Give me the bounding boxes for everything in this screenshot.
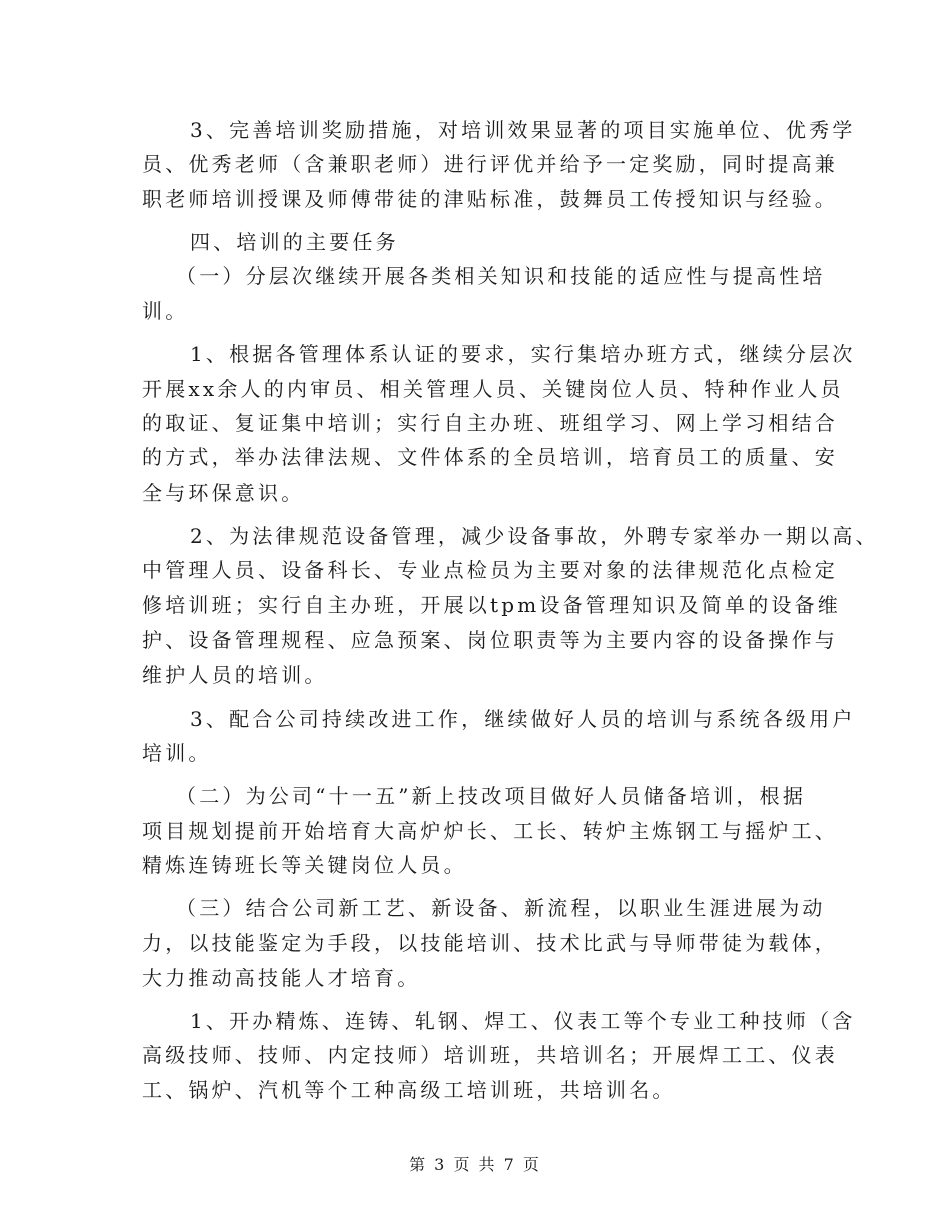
paragraph-line: 2、为法律规范设备管理，减少设备事故，外聘专家举办一期以高、: [190, 524, 879, 548]
subsection-heading: （二）为公司“十一五”新上技改项目做好人员储备培训，根据: [176, 784, 807, 808]
paragraph-line: 项目规划提前开始培育大高炉炉长、工长、转炉主炼钢工与摇炉工、: [142, 819, 838, 843]
subsection-heading: （三）结合公司新工艺、新设备、新流程，以职业生涯进展为动: [176, 896, 826, 920]
paragraph-line: 的取证、复证集中培训；实行自主办班、班组学习、网上学习相结合: [142, 411, 838, 435]
paragraph-line: 维护人员的培训。: [142, 663, 328, 687]
subsection-heading: （一）分层次继续开展各类相关知识和技能的适应性与提高性培: [176, 264, 826, 288]
paragraph-line: 员、优秀老师（含兼职老师）进行评优并给予一定奖励，同时提高兼: [142, 152, 838, 176]
paragraph-line: 全与环保意识。: [142, 481, 305, 505]
paragraph-line: 大力推动高技能人才培育。: [142, 966, 421, 990]
paragraph-line: 培训。: [142, 741, 212, 765]
paragraph-line: 高级技师、技师、内定技师）培训班，共培训名；开展焊工工、仪表: [142, 1043, 838, 1067]
paragraph-line: 3、完善培训奖励措施，对培训效果显著的项目实施单位、优秀学: [190, 118, 856, 142]
paragraph-line: 力，以技能鉴定为手段，以技能培训、技术比武与导师带徒为载体，: [142, 931, 838, 955]
paragraph-line: 中管理人员、设备科长、专业点检员为主要对象的法律规范化点检定: [142, 558, 838, 582]
paragraph-line: 开展xx余人的内审员、相关管理人员、关键岗位人员、特种作业人员: [142, 377, 844, 401]
paragraph-line: 1、开办精炼、连铸、轧钢、焊工、仪表工等个专业工种技师（含: [190, 1009, 856, 1033]
paragraph-line: 修培训班；实行自主办班，开展以tpm设备管理知识及简单的设备维: [142, 593, 842, 617]
paragraph-line: 1、根据各管理体系认证的要求，实行集培办班方式，继续分层次: [190, 342, 856, 366]
paragraph-line: 职老师培训授课及师傅带徒的津贴标准，鼓舞员工传授知识与经验。: [142, 187, 838, 211]
page-number-footer: 第 3 页 共 7 页: [409, 1155, 541, 1174]
paragraph-line: 工、锅炉、汽机等个工种高级工培训班，共培训名。: [142, 1078, 676, 1102]
paragraph-line: 的方式，举办法律法规、文件体系的全员培训，培育员工的质量、安: [142, 445, 838, 469]
section-heading: 四、培训的主要任务: [190, 230, 399, 254]
paragraph-line: 护、设备管理规程、应急预案、岗位职责等为主要内容的设备操作与: [142, 628, 838, 652]
paragraph-line: 训。: [142, 299, 189, 323]
paragraph-line: 3、配合公司持续改进工作，继续做好人员的培训与系统各级用户: [190, 707, 856, 731]
paragraph-line: 精炼连铸班长等关键岗位人员。: [142, 853, 467, 877]
